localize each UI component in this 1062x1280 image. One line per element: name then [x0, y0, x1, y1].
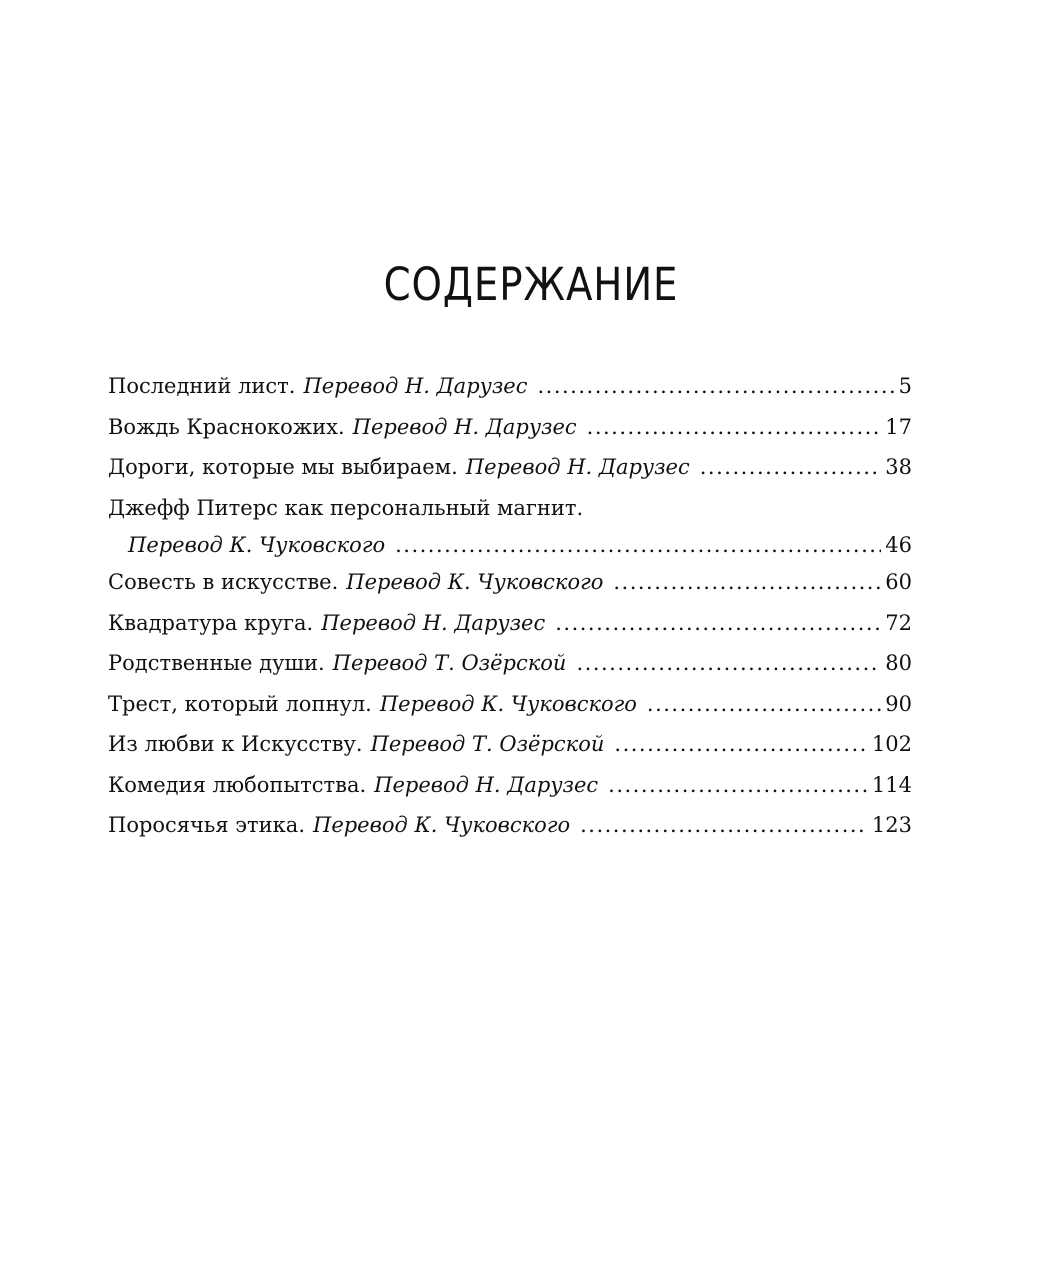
- contents-heading: СОДЕРЖАНИЕ: [383, 258, 679, 311]
- entry-page-number: 123: [871, 813, 912, 837]
- entry-translator: Перевод К. Чуковского: [379, 691, 637, 716]
- dot-leader: [555, 603, 881, 644]
- entry-page-number: 38: [885, 455, 912, 479]
- toc-entry: [108, 366, 912, 407]
- entry-title: Трест, который лопнул.: [108, 691, 372, 716]
- toc-entry: [108, 447, 912, 488]
- entry-translator: Перевод Н. Дарузес: [303, 374, 528, 398]
- entry-page-number: 80: [885, 651, 912, 675]
- entry-translator: Перевод Н. Дарузес: [374, 772, 599, 797]
- toc-entry: [108, 643, 912, 684]
- entry-title: Совесть в искусстве.: [108, 570, 339, 594]
- entry-title: Вождь Краснокожих.: [108, 414, 345, 439]
- dot-leader: [614, 724, 868, 765]
- entry-page-number: 46: [885, 533, 912, 557]
- entry-title: Поросячья этика.: [108, 813, 305, 837]
- entry-page-number: 72: [885, 610, 912, 635]
- entry-title: Комедия любопытства.: [108, 772, 367, 797]
- entry-page-number: 5: [898, 374, 912, 398]
- dot-leader: [608, 765, 868, 806]
- toc-entry: [108, 562, 912, 603]
- dot-leader: [700, 447, 882, 488]
- entry-translator: Перевод Н. Дарузес: [321, 610, 546, 635]
- table-of-contents: [108, 366, 912, 846]
- entry-title: Из любви к Искусству.: [108, 732, 363, 756]
- entry-page-number: 17: [885, 414, 912, 439]
- toc-entry: [108, 724, 912, 765]
- dot-leader: [613, 562, 881, 603]
- entry-title: Джефф Питерс как персональный магнит.: [108, 495, 584, 520]
- entry-continuation-line: [108, 528, 912, 562]
- entry-translator: Перевод Т. Озёрской: [332, 651, 567, 675]
- dot-leader: [647, 684, 881, 725]
- toc-entry: [108, 603, 912, 644]
- toc-entry: [108, 488, 912, 563]
- entry-title: Квадратура круга.: [108, 610, 314, 635]
- entry-title: Родственные души.: [108, 651, 325, 675]
- toc-entry: [108, 684, 912, 725]
- entry-title: Дороги, которые мы выбираем.: [108, 455, 458, 479]
- entry-page-number: 114: [871, 772, 912, 797]
- toc-entry: [108, 407, 912, 448]
- entry-translator: Перевод К. Чуковского: [346, 570, 604, 594]
- dot-leader: [537, 366, 894, 407]
- toc-entry: [108, 765, 912, 806]
- entry-page-number: 90: [885, 691, 912, 716]
- entry-translator: Перевод К. Чуковского: [128, 533, 386, 557]
- entry-title: Последний лист.: [108, 374, 296, 398]
- dot-leader: [587, 407, 882, 448]
- entry-page-number: 102: [871, 732, 912, 756]
- dot-leader: [580, 805, 868, 846]
- entry-translator: Перевод Н. Дарузес: [465, 455, 690, 479]
- dot-leader: [576, 643, 881, 684]
- entry-title-line: [108, 488, 912, 529]
- entry-translator: Перевод Н. Дарузес: [352, 414, 577, 439]
- entry-page-number: 60: [885, 570, 912, 594]
- dot-leader: [395, 528, 881, 562]
- toc-entry: [108, 805, 912, 846]
- entry-translator: Перевод Т. Озёрской: [370, 732, 605, 756]
- entry-translator: Перевод К. Чуковского: [313, 813, 571, 837]
